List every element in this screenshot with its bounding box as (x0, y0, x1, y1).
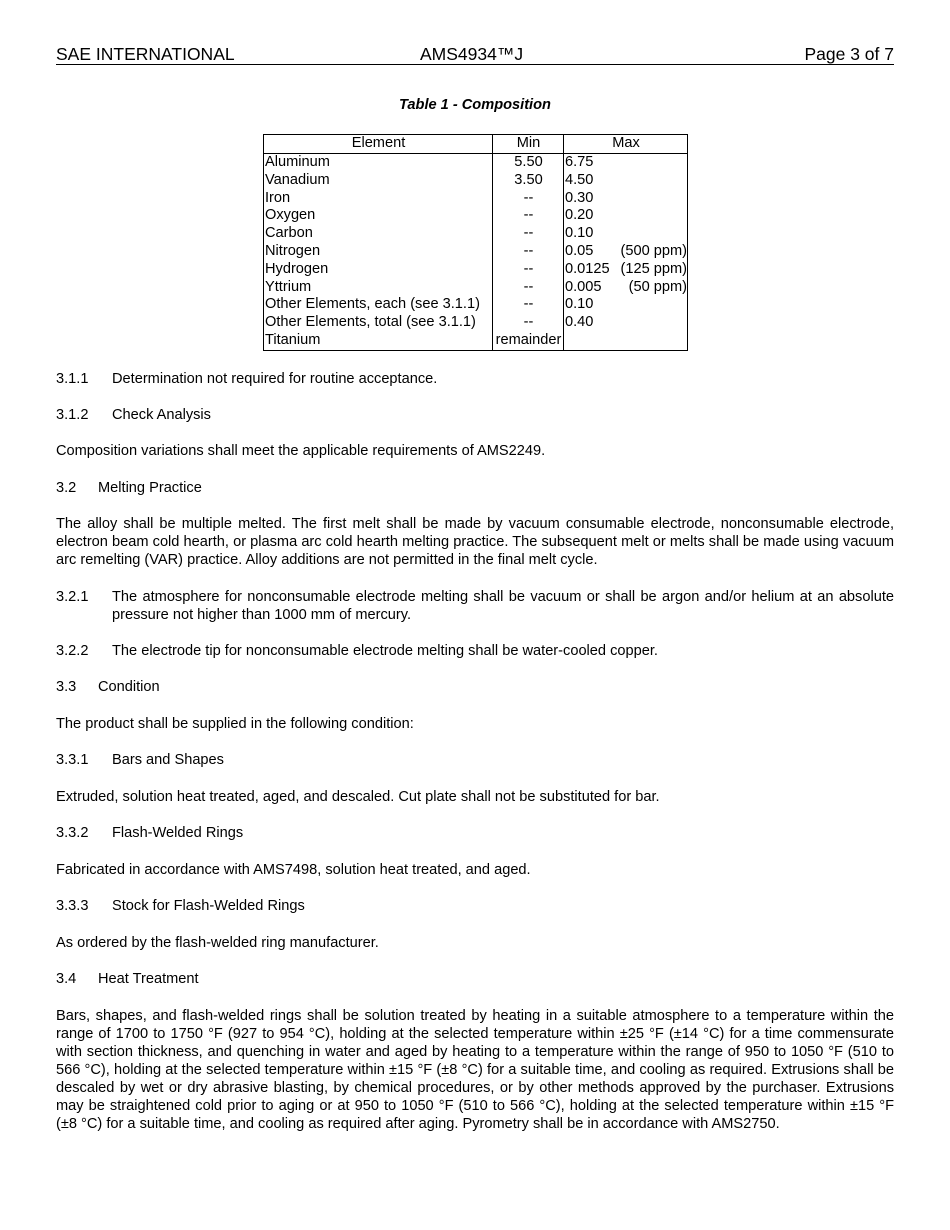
section-title: Bars and Shapes (112, 752, 224, 768)
cell-max (564, 207, 688, 225)
cell-element: Carbon (264, 225, 493, 243)
table-row (264, 261, 688, 279)
cell-min: -- (493, 261, 564, 279)
section-title: Heat Treatment (98, 971, 199, 987)
cell-element: Aluminum (264, 154, 493, 172)
table-header-row (264, 135, 688, 154)
cell-min: -- (493, 207, 564, 225)
cell-max (564, 225, 688, 243)
table-caption: Table 1 - Composition (399, 97, 551, 113)
table-row (264, 225, 688, 243)
paragraph-3-3-3: As ordered by the flash-welded ring manufacturer. (56, 935, 379, 951)
section-3-4-heading (56, 970, 894, 988)
cell-max-value: 0.20 (565, 207, 594, 224)
cell-element: Yttrium (264, 279, 493, 297)
paragraph-3-3-1: Extruded, solution heat treated, aged, and descaled. Cut plate shall not be substituted for bar. (56, 789, 660, 805)
table-row (264, 279, 688, 297)
cell-min: 5.50 (493, 154, 564, 172)
cell-max-value: 0.05 (565, 242, 594, 259)
section-3-2-heading (56, 479, 894, 497)
cell-element: Hydrogen (264, 261, 493, 279)
section-number: 3.1.2 (56, 407, 89, 423)
cell-max-value: 4.50 (565, 171, 594, 188)
cell-element: Titanium (264, 332, 493, 350)
cell-max-value: 0.40 (565, 314, 594, 331)
section-number: 3.3 (56, 679, 77, 695)
cell-element: Oxygen (264, 207, 493, 225)
cell-max-value: 6.75 (565, 154, 594, 170)
section-3-1-2-heading (56, 406, 894, 424)
paragraph-3-3: The product shall be supplied in the following condition: (56, 716, 414, 732)
table-row (264, 243, 688, 261)
cell-element: Vanadium (264, 172, 493, 190)
section-number: 3.2.1 (56, 589, 89, 605)
section-number: 3.3.3 (56, 898, 89, 914)
cell-max (564, 172, 688, 190)
cell-max-ppm-note: (500 ppm) (620, 242, 687, 259)
cell-min: -- (493, 225, 564, 243)
cell-min: -- (493, 190, 564, 208)
section-title: Flash-Welded Rings (112, 825, 244, 841)
section-title: Condition (98, 679, 160, 695)
cell-max (564, 190, 688, 208)
composition-table (263, 134, 688, 351)
section-3-3-3-heading (56, 897, 894, 915)
section-text: Determination not required for routine acceptance. (112, 371, 438, 387)
section-number: 3.1.1 (56, 371, 89, 387)
cell-max-value: 0.005 (565, 278, 602, 295)
section-number: 3.2.2 (56, 643, 89, 659)
cell-max-ppm-note: (50 ppm) (628, 278, 687, 295)
cell-min: 3.50 (493, 172, 564, 190)
section-3-3-heading (56, 678, 894, 696)
cell-min: -- (493, 314, 564, 332)
cell-max-ppm-note: (125 ppm) (620, 260, 687, 277)
cell-element: Nitrogen (264, 243, 493, 261)
column-header-max: Max (564, 135, 688, 154)
section-3-1-1 (56, 370, 894, 388)
cell-max-value: 0.0125 (565, 260, 610, 277)
section-number: 3.2 (56, 480, 77, 496)
column-header-min: Min (493, 135, 564, 154)
section-title: Melting Practice (98, 480, 202, 496)
table-row (264, 154, 688, 172)
paragraph-3-2: The alloy shall be multiple melted. The first melt shall be made by vacuum consumable electrode, nonconsumable electrode, electron beam cold hearth, or plasma arc cold hearth melting practice. The subsequent melt or melts shall be made using vacuum arc remelting (VAR) practice. Alloy additions are not permitted in the final melt cycle. (56, 516, 894, 568)
section-number: 3.3.1 (56, 752, 89, 768)
cell-min: remainder (493, 332, 564, 350)
cell-max (564, 332, 688, 350)
table-row (264, 296, 688, 314)
cell-element: Other Elements, total (see 3.1.1) (264, 314, 493, 332)
section-3-3-2-heading (56, 824, 894, 842)
cell-element: Other Elements, each (see 3.1.1) (264, 296, 493, 314)
section-3-3-1-heading (56, 751, 894, 769)
header-org: SAE INTERNATIONAL (56, 44, 235, 64)
paragraph-3-1-2: Composition variations shall meet the applicable requirements of AMS2249. (56, 443, 546, 459)
section-title: Stock for Flash-Welded Rings (112, 898, 305, 914)
cell-max (564, 154, 688, 172)
section-number: 3.3.2 (56, 825, 89, 841)
column-header-element: Element (264, 135, 493, 154)
header-doc-number: AMS4934™J (420, 44, 524, 64)
paragraph-3-3-2: Fabricated in accordance with AMS7498, solution heat treated, and aged. (56, 862, 531, 878)
header-page-number: Page 3 of 7 (804, 44, 894, 64)
cell-element: Iron (264, 190, 493, 208)
cell-max-value: 0.30 (565, 189, 594, 206)
paragraph-3-4: Bars, shapes, and flash-welded rings shall be solution treated by heating in a suitable atmosphere to a temperature within the range of 1700 to 1750 °F (927 to 954 °C), holding at the selected temperature within ±25 °F (±14 °C) for a time commensurate with section thickness, and quenching in water and aged by heating to a temperature within the range of 950 to 1050 °F (510 to 566 °C), holding at the selected temperature within ±15 °F (±8 °C) for a suitable time, and cooling as required. Extrusions shall be descaled by wet or dry abrasive blasting, by chemical procedures, or by other methods approved by the purchaser. Extrusions may be straightened cold prior to aging or at 950 to 1050 °F (510 to 566 °C), holding at the selected temperature within ±15 °F (±8 °C) for a suitable time, and cooling as required after aging. Pyrometry shall be in accordance with AMS2750. (56, 1008, 894, 1132)
section-text: The electrode tip for nonconsumable electrode melting shall be water-cooled copper. (112, 643, 658, 659)
section-title: Check Analysis (112, 407, 211, 423)
table-row (264, 207, 688, 225)
table-row (264, 332, 688, 350)
cell-max (564, 279, 688, 297)
table-row (264, 314, 688, 332)
cell-max (564, 261, 688, 279)
table-row (264, 172, 688, 190)
cell-min: -- (493, 296, 564, 314)
section-number: 3.4 (56, 971, 77, 987)
cell-min: -- (493, 279, 564, 297)
page-header (56, 44, 894, 65)
table-row (264, 190, 688, 208)
section-text: The atmosphere for nonconsumable electrode melting shall be vacuum or shall be argon and/or helium at an absolute pressure not higher than 1000 mm of mercury. (112, 589, 894, 623)
cell-max-value: 0.10 (565, 225, 594, 242)
cell-max (564, 296, 688, 314)
cell-max (564, 314, 688, 332)
cell-max (564, 243, 688, 261)
cell-max-value: 0.10 (565, 296, 594, 313)
section-3-2-2 (56, 642, 894, 660)
cell-min: -- (493, 243, 564, 261)
